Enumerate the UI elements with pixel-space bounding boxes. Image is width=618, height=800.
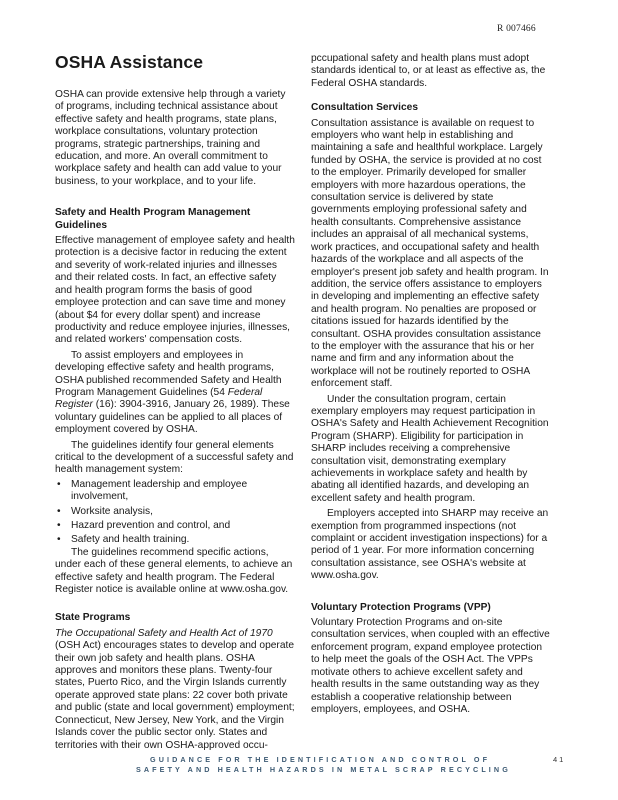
- footer-title-line-2: SAFETY AND HEALTH HAZARDS IN METAL SCRAP RECYCLING: [136, 765, 511, 774]
- section-heading-consultation: Consultation Services: [311, 102, 418, 114]
- document-id: R 007466: [497, 24, 536, 34]
- section-heading-vpp: Voluntary Protection Programs (VPP): [311, 601, 491, 613]
- text-span: To assist employers and employees in developing effective safety and health programs, OSHA published recommended Safety and Health Program Management Guidelines (54: [55, 349, 282, 398]
- consultation-paragraph-3: Employers accepted into SHARP may receive an exemption from programmed inspections (not complaint or accident investigation inspections) for a period of 1 year. For more information concerning consultation assistance, see OSHA's website at www.osha.gov.: [311, 508, 549, 582]
- consultation-paragraph-2: Under the consultation program, certain exemplary employers may request participation in OSHA's Safety and Health Achievement Recognition Program (SHARP). Eligibility for participation in SHARP includes receiving a comprehensive consultation visit, demonstrating exemplary achievements in workplace safety and health by abating all identified hazards, and developing an excellent safety and health program.: [311, 393, 549, 504]
- guidelines-paragraph-4: The guidelines recommend specific actions, under each of these general elements, to achieve an effective safety and health program. The Federal Register notice is available online at www.osha.gov.: [55, 546, 293, 596]
- section-heading-guidelines: Safety and Health Program Management Guidelines: [55, 207, 251, 231]
- page-title: OSHA Assistance: [55, 52, 204, 72]
- list-item-text: Worksite analysis,: [71, 505, 153, 517]
- guidelines-paragraph-2: [55, 350, 295, 437]
- act-title: The Occupational Safety and Health Act of 1970: [55, 627, 273, 639]
- text-span: (16): 3904-3916, January 26, 1989). These voluntary guidelines can be applied to all places of employment covered by OSHA.: [55, 399, 290, 436]
- bullet-icon: •: [57, 505, 61, 517]
- state-programs-paragraph: [55, 628, 295, 752]
- page-number: 41: [553, 755, 566, 764]
- list-item: [55, 534, 295, 546]
- bullet-icon: •: [57, 520, 61, 531]
- list-item-text: Safety and health training.: [71, 534, 190, 546]
- guidelines-paragraph-3: The guidelines identify four general elements critical to the development of a successful safety and health management system:: [55, 439, 294, 476]
- vpp-paragraph: Voluntary Protection Programs and on-site consultation services, when coupled with an effective enforcement program, expand employee protection to help meet the goals of the OSH Act. The VPPs motivate others to achieve excellent safety and health results in the same outstanding way as they establish a cooperative relationship between employers, employees, and OSHA.: [311, 617, 550, 715]
- section-heading-state-programs: State Programs: [55, 612, 131, 624]
- bullet-icon: •: [57, 534, 61, 546]
- list-item: [55, 520, 295, 532]
- intro-paragraph: OSHA can provide extensive help through a variety of programs, including technical assistance about effective safety and health programs, state plans, workplace consultations, voluntary protection programs, strategic partnerships, training and education, and more. An overall commitment to workplace safety and health can add value to your business, to your workplace, and to your life.: [55, 89, 286, 187]
- list-item-text: Management leadership and employee involvement,: [71, 478, 248, 503]
- list-item: [55, 506, 295, 518]
- guidelines-elements-list: [55, 479, 295, 547]
- bullet-icon: •: [57, 478, 61, 490]
- guidelines-paragraph-1: Effective management of employee safety and health protection is a decisive factor in reducing the extent and severity of work-related injuries and illnesses and their related costs. In fact, an effective safety and health program forms the basis of good employee protection and can save time and money (about $4 for every dollar spent) and increase productivity and reduce employee injuries, illnesses, and related workers' compensation costs.: [55, 235, 295, 346]
- list-item: [55, 479, 295, 504]
- left-column: [55, 52, 295, 755]
- list-item-text: Hazard prevention and control, and: [71, 520, 231, 531]
- consultation-paragraph-1: Consultation assistance is available on request to employers who want help in establishing and maintaining a safe and healthful workplace. Largely funded by OSHA, the service is provided at no cost to the employer. Primarily developed for smaller employers with more hazardous operations, the consultation service is delivered by state governments employing professional safety and health consultants. Comprehensive assistance includes an appraisal of all mechanical systems, work practices, and occupational safety and health hazards of the workplace and all aspects of the employer's present job safety and health program. In addition, the service offers assistance to employers in developing and implementing an effective safety and health program. No penalties are proposed or citations issued for hazards identified by the consultant. OSHA provides consultation assistance to the employer with the assurance that his or her name and firm and any information about the workplace will not be routinely reported to OSHA enforcement staff.: [311, 117, 549, 390]
- right-column-content: [311, 53, 551, 719]
- footer-title-line-1: GUIDANCE FOR THE IDENTIFICATION AND CONTROL OF: [150, 755, 491, 764]
- state-programs-paragraph-continued: pccupational safety and health plans must adopt standards identical to, or at least as effective as, the Federal OSHA standards.: [311, 53, 546, 89]
- text-span: (OSH Act) encourages states to develop and operate their own job safety and health plans. OSHA approves and monitors these plans. Twenty-four states, Puerto Rico, and the Virgin Islands currently operate approved state plans: 22 cover both private and public (state and local government) employment; Connecticut, New Jersey, New York, and the Virgin Islands cover the public sector only. States and territories with their own OSHA-approved occu-: [55, 640, 295, 751]
- federal-register-citation: Federal Register: [55, 386, 263, 411]
- state-programs-continuation-space: [311, 53, 551, 90]
